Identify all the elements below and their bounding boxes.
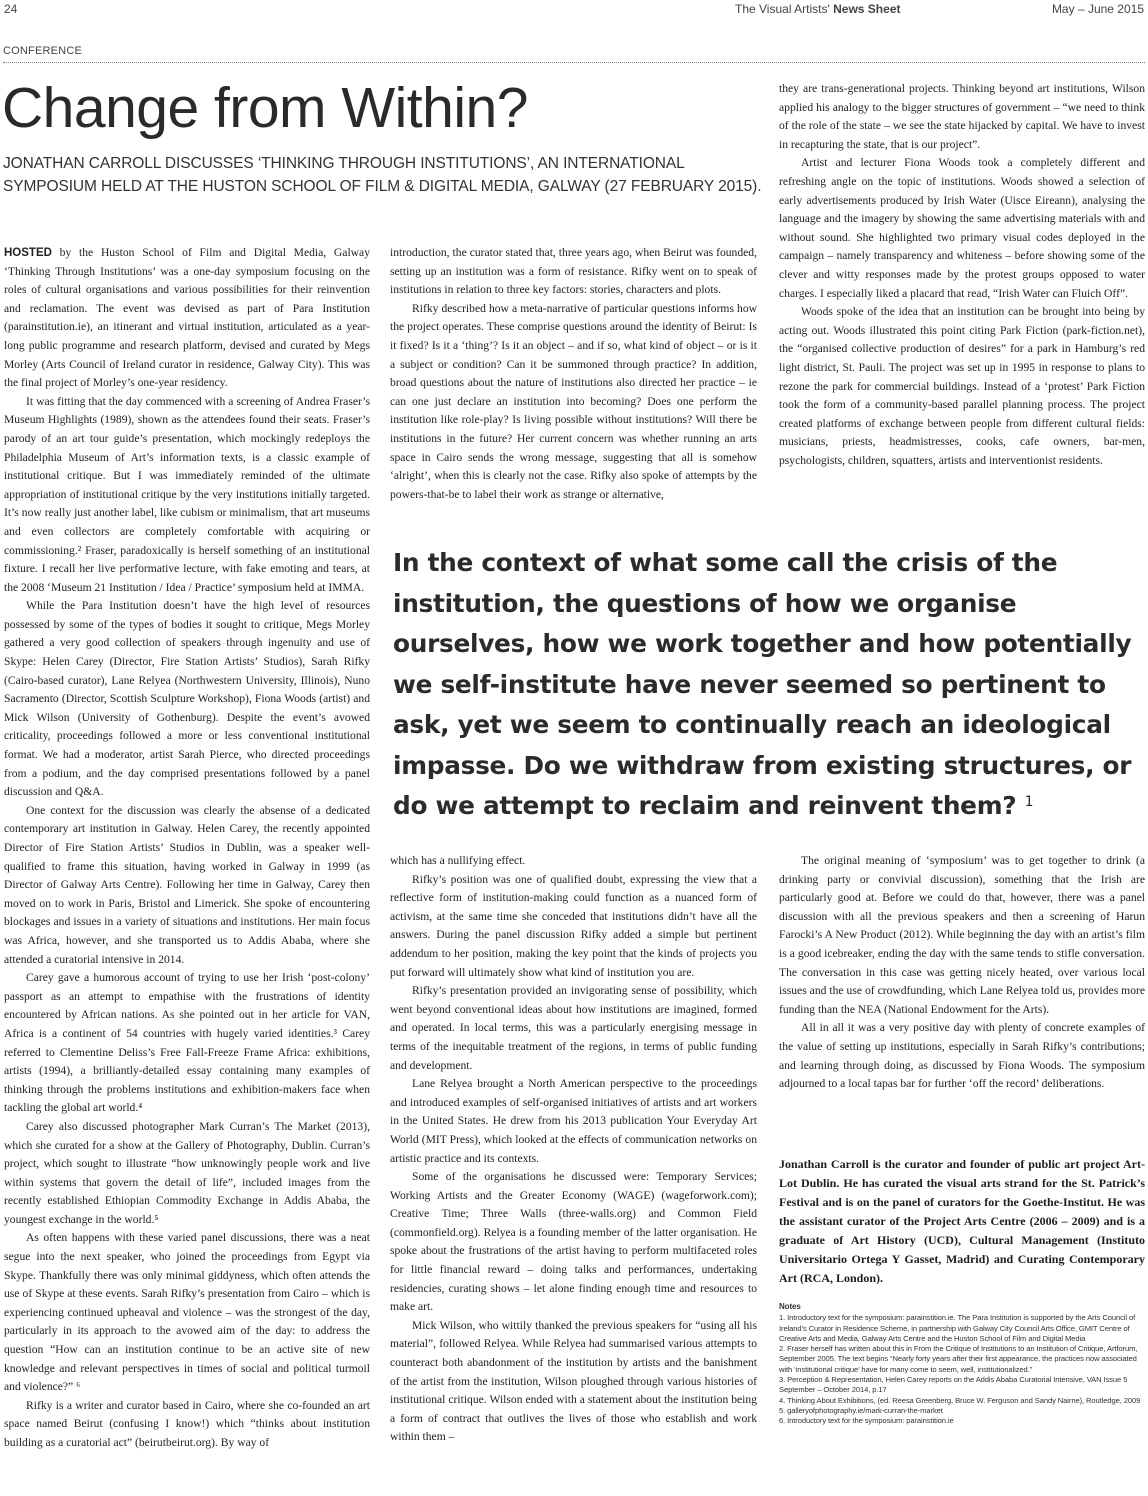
lead-word: HOSTED [4,247,52,259]
column-3-top [779,80,1145,520]
note-item: 5. galleryofphotography.ie/mark-curran-the-market [779,1405,943,1415]
paragraph: Rifky’s presentation provided an invigorating sense of possibility, which went beyond conventional ideas about how institutions are imagined, formed and operated. In local terms, this was a particularly energising message in terms of the inequitable treatment of the regions, in terms of public funding and development. [390,984,757,1072]
paragraph: they are trans-generational projects. Thinking beyond art institutions, Wilson applied his analogy to the bigger structures of government – “we need to think of the role of the state – we see the state hijacked by capital. We have to invest in recapturing the state, that is our project”. [779,82,1145,151]
paragraph: Artist and lecturer Fiona Woods took a completely different and refreshing angle on the topic of institutions. Woods showed a selection of early advertisements produced by Irish Water (Uisce Eireann), analysing the language and the imagery by showing the same advertising materials with and without sound. She highlighted two primary visual codes deployed in the campaign – namely transparency and whiteness – before showing some of the clever and witty responses made by the protest groups opposed to water charges. I especially liked a placard that read, “Irish Water can Fluich Off”. [779,156,1145,300]
article-subtitle: JONATHAN CARROLL DISCUSSES ‘THINKING THROUGH INSTITUTIONS’, AN INTERNATIONAL SYMPOSIUM HELD AT THE HUSTON SCHOOL OF FILM & DIGITAL MEDIA, GALWAY (27 FEBRUARY 2015). [3,155,762,195]
pull-quote-footnote-ref: 1 [1024,794,1034,810]
note-item: 4. Thinking About Exhibitions, (ed. Reesa Greenberg, Bruce W. Ferguson and Sandy Nairne), Routledge, 2009 [779,1395,1141,1405]
page-number: 24 [4,2,18,16]
paragraph: All in all it was a very positive day with plenty of concrete examples of the value of setting up institutions, especially in Sarah Rifky’s contributions; and learning through doing, as discussed by Fiona Woods. The symposium adjourned to a local tapas bar for further ‘off the record’ deliberations. [779,1021,1145,1091]
page-header [4,0,1144,18]
paragraph: Rifky’s position was one of qualified doubt, expressing the view that a reflective form of institution-making could function as a nuanced form of activism, at the same time she conceded that institutions didn’t have all the answers. During the panel discussion Rifky added a simple but pertinent addendum to her position, making the key point that the kinds of projects you put forward will ultimately show what kind of institution you are. [390,872,757,979]
paragraph: One context for the discussion was clearly the absense of a dedicated contemporary art institution in Galway. Helen Carey, the recently appointed Director of Fire Station Artists’ Studios in Dublin, was a speaker well-qualified to frame this situation, having worked in Galway in 1999 (as Director of Galway Arts Centre). Following her time in Galway, Carey then moved on to work in Paris, Bristol and Limerick. She spoke of encountering blockages and issues in a variety of situations and institutions. Her main focus was Africa, however, and she transported us to Addis Ababa, where she attended a curatorial intensive in 2014. [4,803,370,966]
notes-title: Notes [779,1302,801,1311]
paragraph: Rifky is a writer and curator based in Cairo, where she co-founded an art space named Beirut (confusing I know!) which “thinks about institution building as a curatorial act” (beirutbeirut.org). By way of [4,1398,370,1449]
paragraph: Woods spoke of the idea that an institution can be brought into being by acting out. Woods illustrated this point citing Park Fiction (park-fiction.net), the “organised collective production of desires” for a park in Hamburg’s red light district, St. Pauli. The project was set up in 1995 in response to plans to rezone the park for commercial buildings. Instead of a ‘protest’ Park Fiction took the form of a community-based parallel planning process. The project created platforms of exchange between people from different cultural fields: musicians, priests, headmistresses, cooks, cafe owners, bar-men, psychologists, children, squatters, artists and interventionist residents. [779,305,1145,467]
publication-prefix: The Visual Artists' [735,2,830,16]
paragraph: Rifky described how a meta-narrative of particular questions informs how the project operates. These comprise questions around the identity of Beirut: Is it fixed? Is it a ‘thing’? Is it an object – and if so, what kind of object – or is it a subject or condition? Can it be summoned through practice? In addition, broad questions about the nature of institutions also directed her practice – ie can one just declare an institution into becoming? Does one perform the institution like role-play? Is living possible without institutions? Will there be institutions in the future? Her current concern was whether running an arts space in Cairo sends the wrong message, suggesting that all is somehow ‘alright’, when this is clearly not the case. Rifky also spoke of attempts by the powers-that-be to label their work as strange or alternative, [390,301,757,501]
column-1 [4,244,370,1496]
paragraph: Lane Relyea brought a North American perspective to the proceedings and introduced examples of self-organised initiatives of artists and art workers in the United States. He drew from his 2013 publication Your Everyday Art World (MIT Press), which looked at the effects of communication networks on artistic practice and its contexts. [390,1077,757,1165]
notes-section [779,1302,1146,1427]
note-item: 1. Introductory text for the symposium: parainstition.ie. The Para Institution is supported by the Arts Council of Ireland’s Curator in Residence Scheme, in partnership with Galway City Council Arts Office, GMIT Centre of Creative Arts and Media, Galway Arts Centre and the Huston School of Film and Digital Media [779,1313,1136,1343]
column-3-bottom [779,852,1145,1142]
paragraph: Mick Wilson, who wittily thanked the previous speakers for “using all his material”, followed Relyea. While Relyea had summarised various attempts to counteract both abandonment of the institution by artists and the banishment of the artist from the institution, Wilson ploughed through various histories of institutional critique. Wilson ended with a statement about the institution being a form of contract that outlives the lives of those who establish and work within them – [390,1318,757,1444]
paragraph [4,244,370,393]
paragraph: which has a nullifying effect. [390,854,526,867]
column-2-top [390,244,757,519]
pull-quote-text: In the context of what some call the crisis of the institution, the questions of how we organise ourselves, how we work together and how potentially we self-institute have never seemed so pertinent to ask, yet we seem to continually reach an ideological impasse. Do we withdraw from existing structures, or do we attempt to reclaim and reinvent them? [393,548,1132,820]
paragraph: Some of the organisations he discussed were: Temporary Services; Working Artists and the Greater Economy (WAGE) (wageforwork.com); Creative Time; Three Walls (three-walls.org) and Common Field (commonfield.org). Relyea is a founding member of the latter organisation. He spoke about the frustrations of the artist having to perform multifaceted roles for little financial reward – doing talks and performances, undertaking residencies, curating shows – let alone finding enough time and resources to make art. [390,1170,757,1314]
issue-date: May – June 2015 [1051,2,1144,16]
paragraph: introduction, the curator stated that, three years ago, when Beirut was founded, setting up an institution was a form of resistance. Rifky went on to speak of institutions in relation to three key factors: stories, characters and plots. [390,246,757,297]
author-bio: Jonathan Carroll is the curator and founder of public art project Art-Lot Dublin. He has curated the visual arts strand for the St. Patrick’s Festival and is on the panel of curators for the Goethe-Institut. He was the assistant curator of the Project Arts Centre (2006 – 2009) and is a graduate of Art History (UCD), Cultural Management (Instituto Universitario Ortega Y Gasset, Madrid) and Curating Contemporary Art (RCA, London). [779,1157,1145,1285]
note-item: 2. Fraser herself has written about this in From the Critique of Institutions to an Institution of Critique, Artforum, September 2005. The text begins “Nearly forty years after their first appearance, the practices now associated with ‘institutional critique’ have for many come to seem, well, institutionalized.” [779,1344,1138,1374]
paragraph: It was fitting that the day commenced with a screening of Andrea Fraser’s Museum Highlights (1989), shown as the attendees found their seats. Fraser’s parody of an art tour guide’s presentation, which mockingly redeploys the Philadelphia Museum of Art’s information texts, is a classic example of institutional critique. But I was immediately reminded of the ultimate appropriation of institutional critique by the very institutions initially targeted. It’s now really just another label, like cubism or minimalism, that art museums and even collectors are completely comfortable with acquiring or commissioning.² Fraser, paradoxically is herself something of an institutional fixture. I recall her live performative lecture, with fake emoting and tears, at the 2008 ‘Museum 21 Institution / Idea / Practice’ symposium held at IMMA. [4,394,370,594]
paragraph: The original meaning of ‘symposium’ was to get together to drink (a drinking party or convivial discussion), something that the Irish are particularly good at. Before we could do that, however, there was a panel discussion with all the previous speakers and then a screening of Harun Farocki’s A New Product (2012). While beginning the day with an artist’s film is a good icebreaker, ending the day with the same tends to stifle conversation. The conversation in this case was getting nicely heated, over various local issues and the use of crowdfunding, which Lane Relyea told us, provides more funding than the NEA (National Endowment for the Arts). [779,854,1145,1016]
article-title: Change from Within? [2,76,528,140]
paragraph-text: by the Huston School of Film and Digital Media, Galway ‘Thinking Through Institutions’ was a one-day symposium focusing on the roles of cultural organisations and various possibilities for their reinvention and reclamation. The event was devised as part of Para Institution (parainstitution.ie), an itinerant and virtual institution, articulated as a year-long public programme and research platform, devised and curated by Megs Morley (Arts Council of Ireland curator in residence, Galway City). This was the final project of Morley’s one-year residency. [4,246,370,390]
publication-name [735,2,900,16]
paragraph: Carey gave a humorous account of trying to use her Irish ‘post-colony’ passport as an attempt to empathise with the frustrations of identity encountered by African nations. As she pointed out in her article for VAN, Africa is a continent of 54 countries with hugely varied identities.³ Carey referred to Clementine Deliss’s Free Fall-Freeze Frame Africa: exhibitions, artists (1994), a brilliantly-detailed essay containing many examples of thinking through the problems institutions and exhibition-makers face when tackling the global art world.⁴ [4,971,370,1115]
note-item: 6. Introductory text for the symposium: parainstition.ie [779,1416,954,1426]
section-divider [3,62,1145,63]
section-label: CONFERENCE [3,45,83,57]
pull-quote [393,543,1141,827]
publication-bold: News Sheet [833,2,901,16]
note-item: 3. Perception & Representation, Helen Carey reports on the Addis Ababa Curatorial Intensive, VAN Issue 5 September – October 2014, p.17 [779,1375,1128,1395]
column-2-bottom [390,852,757,1495]
paragraph: While the Para Institution doesn’t have the high level of resources possessed by some of the types of bodies it sought to critique, Megs Morley gathered a very good collection of speakers through ingenuity and use of Skype: Helen Carey (Director, Fire Station Artists’ Studios), Sarah Rifky (Cairo-based curator), Lane Relyea (Northwestern University, Illinois), Nuno Sacramento (Director, Scottish Sculpture Workshop), Fiona Woods (artist) and Mick Wilson (University of Gothenburg). Despite the event’s avowed criticality, proceedings followed a more or less conventional institutional format. We had a moderator, artist Sarah Pierce, who directed proceedings from a podium, and the day comprised presentations followed by a panel discussion and Q&A. [4,599,370,799]
paragraph: As often happens with these varied panel discussions, there was a neat segue into the next speaker, who joined the proceedings from Egypt via Skype. Thankfully there was only minimal giddyness, which often attends the use of Skype at these events. Sarah Rifky’s presentation from Cairo – which is experiencing continued upheaval and violence – was the strongest of the day, particularly in its approach to the avowed aim of the day: to address the question “How can an institution continue to be an active site of new knowledge and relevant perspectives in times of social and political turmoil and violence?” ⁶ [4,1231,370,1394]
paragraph: Carey also discussed photographer Mark Curran’s The Market (2013), which she curated for a show at the Gallery of Photography, Dublin. Curran’s project, which sought to illustrate “how unknowingly people work and live within systems that govern the detail of life”, included images from the recently established Ethiopian Commodity Exchange in Addis Ababa, the youngest exchange in the world.⁵ [4,1119,370,1226]
